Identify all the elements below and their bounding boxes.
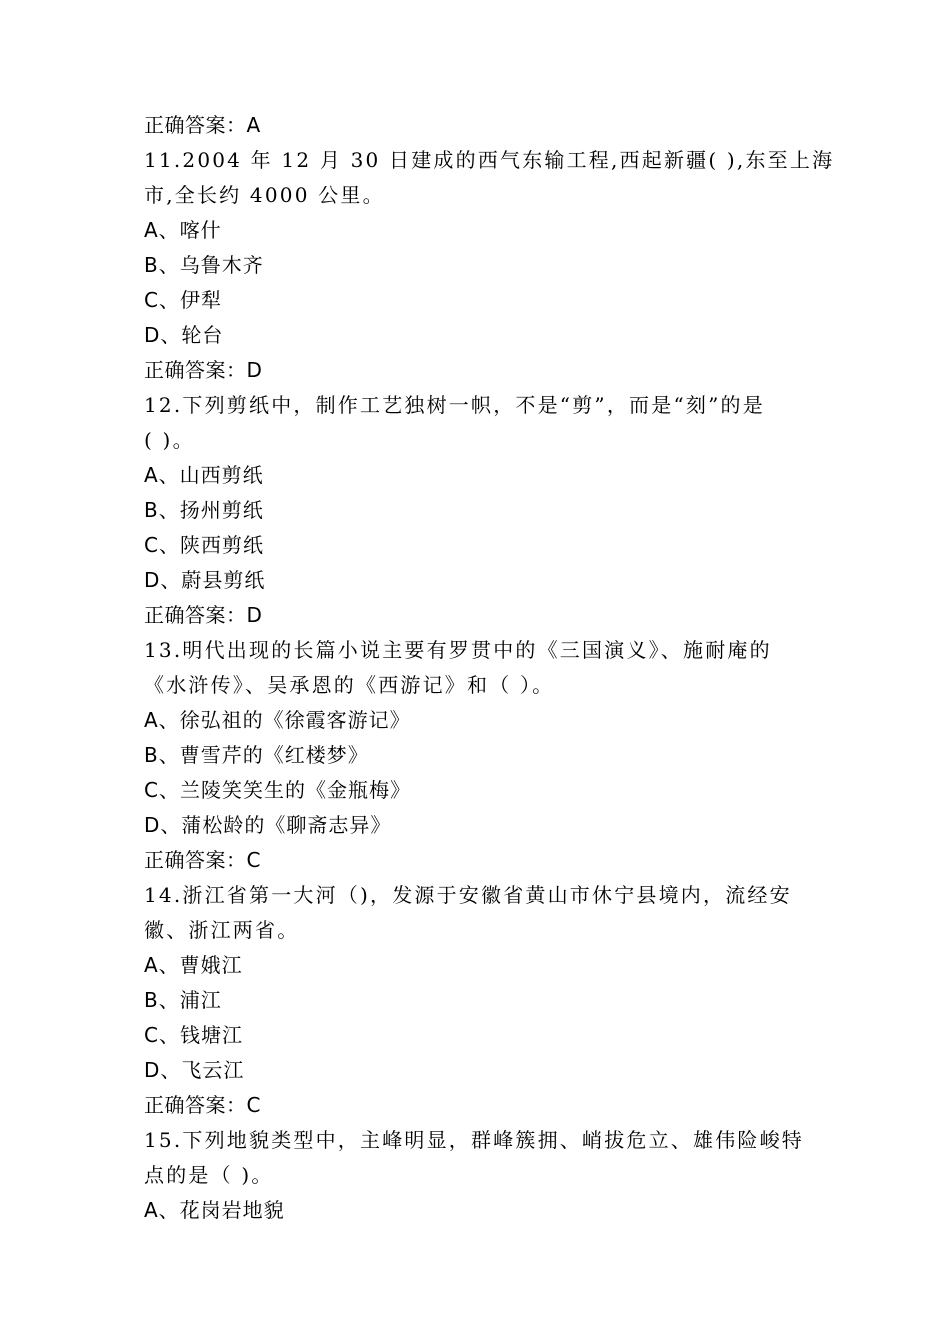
answer-line: 正确答案：D (144, 358, 263, 382)
question-block (144, 388, 808, 633)
option-d: D、飞云江 (144, 1058, 245, 1082)
option-d: D、轮台 (144, 323, 224, 347)
page-content (144, 108, 835, 1228)
question-text-line: ( )。 (144, 428, 195, 452)
option-a: A、曹娥江 (144, 953, 243, 977)
option-c: C、陕西剪纸 (144, 533, 264, 557)
question-text-line: 13.明代出现的长篇小说主要有罗贯中的《三国演义》、施耐庵的 (144, 638, 772, 662)
option-d: D、蒲松龄的《聊斋志异》 (144, 813, 392, 837)
option-b: B、浦江 (144, 988, 222, 1012)
option-d: D、蔚县剪纸 (144, 568, 266, 592)
option-b: B、扬州剪纸 (144, 498, 264, 522)
option-c: C、兰陵笑笑生的《金瓶梅》 (144, 778, 411, 802)
question-text-line: 点的是（ )。 (144, 1163, 274, 1187)
question-block (144, 1123, 808, 1228)
question-text-line: 12.下列剪纸中，制作工艺独树一帜，不是“剪”，而是“刻”的是 (144, 393, 765, 417)
question-text-line: 15.下列地貌类型中，主峰明显，群峰簇拥、峭拔危立、雄伟险峻特 (144, 1128, 805, 1152)
option-a: A、徐弘祖的《徐霞客游记》 (144, 708, 411, 732)
option-a: A、山西剪纸 (144, 463, 264, 487)
question-text-line: 市,全长约 4000 公里。 (144, 183, 385, 207)
answer-line: 正确答案：D (144, 603, 263, 627)
option-b: B、曹雪芹的《红楼梦》 (144, 743, 369, 767)
question-text-line: 11.2004 年 12 月 30 日建成的西气东输工程,西起新疆( ),东至上海 (144, 148, 835, 172)
question-block (144, 143, 835, 388)
question-text-line: 14.浙江省第一大河（)，发源于安徽省黄山市休宁县境内，流经安 (144, 883, 792, 907)
answer-line: 正确答案：C (144, 848, 261, 872)
question-block (144, 878, 808, 1123)
option-a: A、喀什 (144, 218, 222, 242)
answer-line: 正确答案：A (144, 113, 261, 137)
option-b: B、乌鲁木齐 (144, 253, 264, 277)
answer-line: 正确答案：C (144, 1093, 261, 1117)
option-c: C、伊犁 (144, 288, 222, 312)
question-text-line: 徽、浙江两省。 (144, 918, 300, 942)
option-c: C、钱塘江 (144, 1023, 243, 1047)
option-a: A、花岗岩地貌 (144, 1198, 285, 1222)
question-text-line: 《水浒传》、吴承恩的《西游记》和（ ）。 (144, 673, 555, 697)
question-block (144, 633, 808, 878)
